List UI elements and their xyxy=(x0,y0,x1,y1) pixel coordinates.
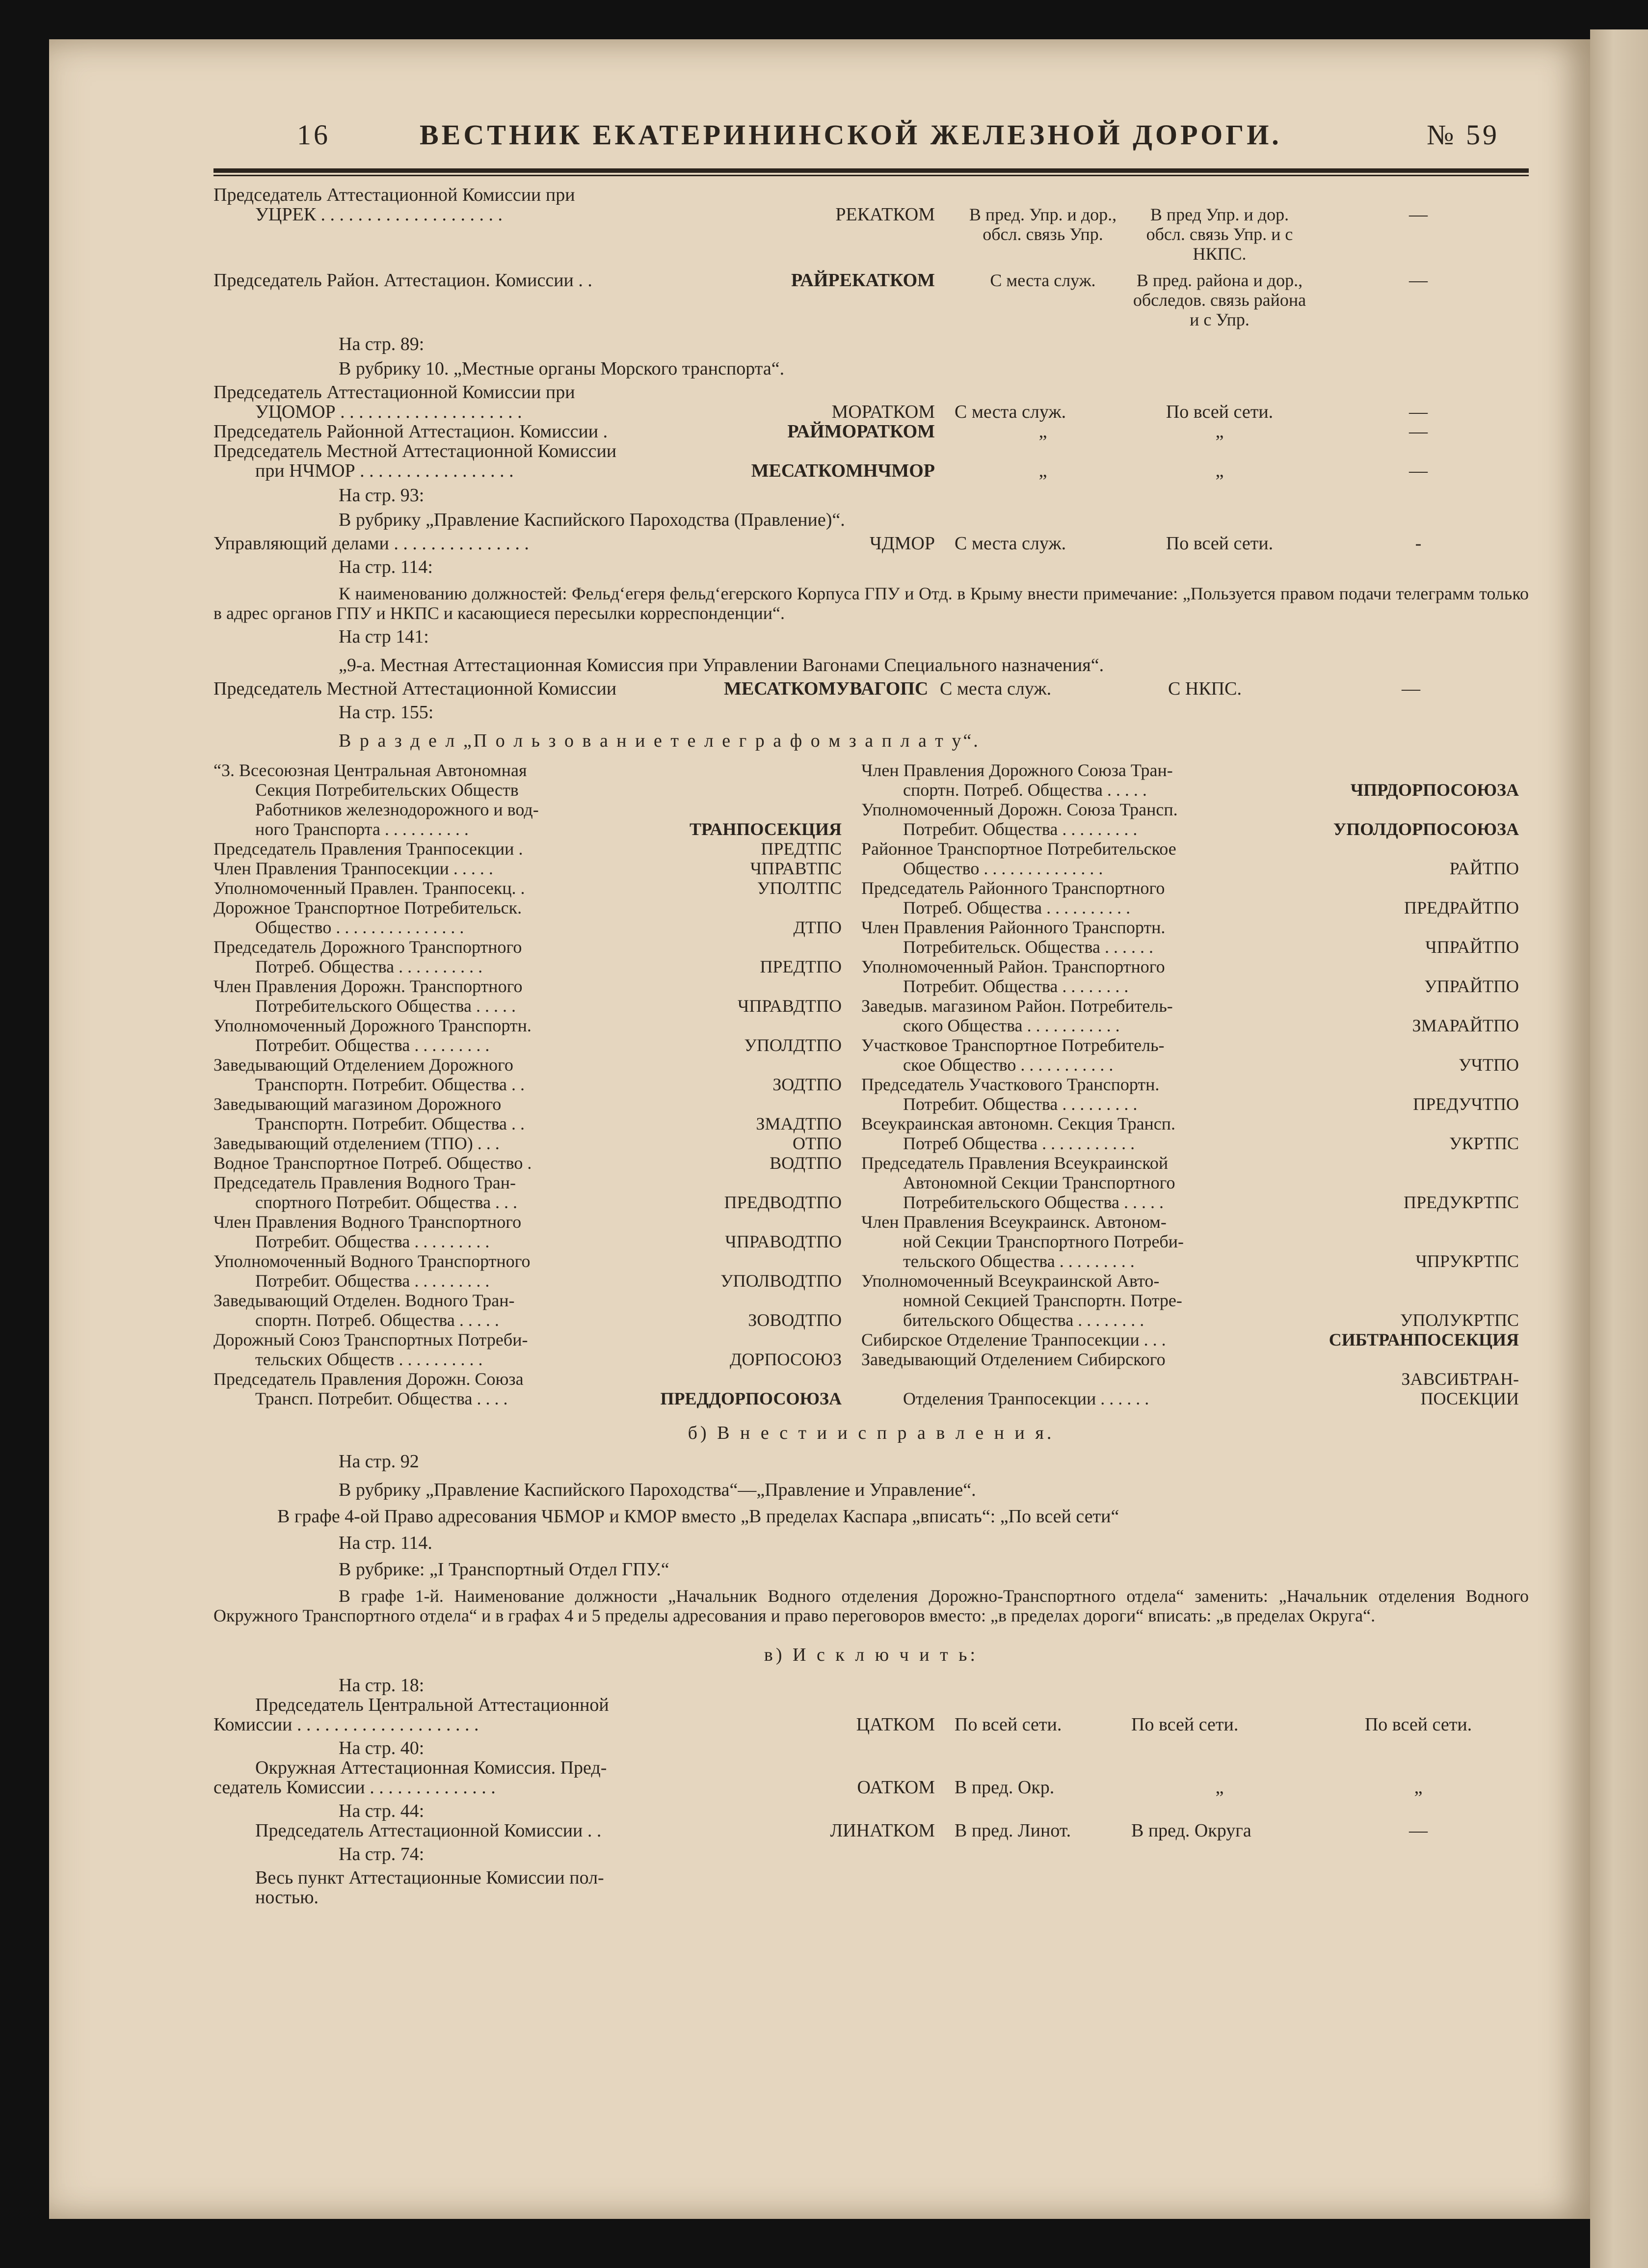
entry-line: Участковое Транспортное Потребитель- xyxy=(861,1035,1165,1055)
ref-114b: На стр. 114. xyxy=(339,1533,432,1553)
list-item xyxy=(861,1212,1519,1271)
row-col4: В пред. Округа xyxy=(1131,1820,1251,1841)
row-col3: С места служ. xyxy=(990,270,1096,290)
entry-abbr: УПРАЙТПО xyxy=(1424,976,1519,996)
entry-line: Потребительского Общества . . . . . xyxy=(903,1192,1164,1212)
row-col3: „ xyxy=(1038,460,1047,481)
entry-line: ного Транспорта . . . . . . . . . . xyxy=(255,819,469,839)
row-abbr: РАЙРЕКАТКОМ xyxy=(791,270,935,291)
top-table xyxy=(213,185,1529,329)
entry-line: Водное Транспортное Потреб. Общество . xyxy=(213,1153,532,1173)
list-item xyxy=(861,957,1519,996)
table-row xyxy=(213,441,1529,481)
entry-line: Председатель Правления Всеукраинской xyxy=(861,1153,1169,1173)
entry-abbr: ЧПРУКРТПС xyxy=(1415,1251,1519,1271)
table-row xyxy=(213,534,1529,553)
ref-44: На стр. 44: xyxy=(339,1801,425,1821)
entry-line: спортного Потребит. Общества . . . xyxy=(255,1192,518,1212)
row-col3: В пред. Окр. xyxy=(955,1777,1055,1798)
ref-89: На стр. 89: xyxy=(339,334,425,354)
ref-114: На стр. 114: xyxy=(339,557,433,577)
entry-line: Общество . . . . . . . . . . . . . . xyxy=(903,859,1103,878)
row-col4: В пред. района и дор., обследов. связь района и с Упр. xyxy=(1133,270,1306,329)
paragraph-114: К наименованию должностей: Фельд‘егеря фельд‘егерского Корпуса ГПУ и Отд. в Крыму внести примечание: „Пользуется правом подачи телеграмм только в адрес органов ГПУ и НКПС и касающиеся пересылки корреспонденции“. xyxy=(213,584,1529,623)
list-item xyxy=(213,839,842,859)
entry-line: Секция Потребительских Обществ xyxy=(255,780,519,800)
rubric-caspian: В рубрику „Правление Каспийского Пароходства (Правление)“. xyxy=(339,510,845,530)
entry-abbr: ПРЕДТПО xyxy=(760,957,842,976)
entry-line: Районное Транспортное Потребительское xyxy=(861,839,1176,859)
list-item xyxy=(861,1114,1519,1153)
row-label: Председатель Аттестационной Комиссии при xyxy=(213,382,575,403)
row-label-cont: УЦОМОР . . . . . . . . . . . . . . . . . . . . xyxy=(255,402,522,422)
entry-abbr: УПОЛДОРПОСОЮЗА xyxy=(1333,819,1519,839)
row-label: Председатель Районной Аттестацион. Комиссии . xyxy=(213,421,608,442)
row-label: Управляющий делами . . . . . . . . . . . . . . . xyxy=(213,533,529,554)
list-item xyxy=(213,1330,842,1369)
list-item xyxy=(213,1094,842,1134)
row-abbr: ОАТКОМ xyxy=(857,1777,935,1798)
row-abbr: ЛИНАТКОМ xyxy=(830,1820,935,1841)
row-col4: В пред Упр. и дор. обсл. связь Упр. и с НКПС. xyxy=(1146,205,1293,264)
journal-title: ВЕСТНИК ЕКАТЕРИНИНСКОЙ ЖЕЛЕЗНОЙ ДОРОГИ. xyxy=(420,119,1282,151)
list-item xyxy=(861,760,1519,800)
full-74: Весь пункт Аттестационные Комиссии пол- ностью. xyxy=(255,1867,604,1908)
row-col5: — xyxy=(1409,270,1428,291)
entry-line: Заведывающий отделением (ТПО) . . . xyxy=(213,1134,500,1153)
mor-table xyxy=(213,382,1529,481)
entry-abbr: ПРЕДРАЙТПО xyxy=(1404,898,1519,918)
entry-line: Уполномоченный Дорожного Транспортн. xyxy=(213,1016,532,1035)
row-col5: — xyxy=(1409,402,1428,422)
entry-abbr: УПОЛДТПО xyxy=(744,1035,842,1055)
exclude-table xyxy=(213,1675,1529,1840)
table-row xyxy=(213,382,1529,422)
ref-74: На стр. 74: xyxy=(339,1844,425,1864)
list-item xyxy=(213,1153,842,1173)
entry-line: Председатель Правления Транпосекции . xyxy=(213,839,523,859)
list-item xyxy=(213,976,842,1016)
entry-line: Председатель Районного Транспортного xyxy=(861,878,1165,898)
list-item xyxy=(213,760,842,839)
entry-line: номной Секцией Транспортн. Потре- xyxy=(903,1291,1182,1310)
row-label: Председатель Центральной Аттестационной xyxy=(255,1695,609,1715)
row-col4: С НКПС. xyxy=(1168,678,1242,699)
entry-line: Уполномоченный Дорожн. Союза Трансп. xyxy=(861,800,1178,819)
list-item xyxy=(213,878,842,898)
entry-line: Председатель Правления Дорожн. Союза xyxy=(213,1369,524,1389)
entry-line: Член Правления Дорожного Союза Тран- xyxy=(861,760,1173,780)
entry-abbr: ПРЕДДОРПОСОЮЗА xyxy=(660,1389,842,1408)
header-rule xyxy=(213,168,1529,176)
entry-abbr: ТРАНПОСЕКЦИЯ xyxy=(690,819,842,839)
row-col5: „ xyxy=(1414,1777,1423,1798)
list-item xyxy=(861,1075,1519,1114)
entry-line: Автономной Секции Транспортного xyxy=(903,1173,1175,1192)
entry-line: “3. Всесоюзная Центральная Автономная xyxy=(213,760,527,780)
list-item xyxy=(213,898,842,937)
rubric-92: В рубрику „Правление Каспийского Пароходства“—„Правление и Управление“. xyxy=(339,1480,976,1500)
ref-92: На стр. 92 xyxy=(339,1451,419,1472)
row-col4: По всей сети. xyxy=(1166,533,1274,554)
list-item xyxy=(213,1173,842,1212)
table-9a xyxy=(213,679,1529,699)
list-item xyxy=(861,878,1519,918)
entry-line: Председатель Участкового Транспортн. xyxy=(861,1075,1160,1094)
section-155: В р а з д е л „П о л ь з о в а н и е т е л е г р а ф о м з а п л а т у“. xyxy=(339,730,980,751)
list-item xyxy=(213,1212,842,1251)
row-label: Председатель Район. Аттестацион. Комиссии . . xyxy=(213,270,592,291)
page-number: 16 xyxy=(297,119,330,151)
list-item xyxy=(861,1153,1519,1212)
table-row xyxy=(213,185,1529,264)
graf-4: В графе 4-ой Право адресования ЧБМОР и КМОР вместо „В пределах Каспара „вписать“: „По всей сети“ xyxy=(277,1506,1119,1527)
table-row xyxy=(213,679,1529,699)
entry-line: Член Правления Районного Транспортн. xyxy=(861,918,1166,937)
list-item xyxy=(861,1350,1519,1408)
graf-1: В графе 1-й. Наименование должности „Начальник Водного отделения Дорожно-Транспортного отдела“ заменить: „Начальник отделения Водного Окружного Транспортного отдела“ и в графах 4 и 5 пределы адресования и право переговоров вместо: „в пределах дороги“ вписать: „в пределах Округа“. xyxy=(213,1586,1529,1625)
rubric-9a: „9-а. Местная Аттестационная Комиссия при Управлении Вагонами Специального назначения“. xyxy=(339,655,1104,675)
entry-line: Уполномоченный Район. Транспортного xyxy=(861,957,1165,976)
section-v-heading: в) И с к л ю ч и т ь: xyxy=(764,1645,979,1665)
entry-abbr: ЧПРАВДТПО xyxy=(738,996,842,1016)
row-col3: С места служ. xyxy=(940,678,1052,699)
table-row xyxy=(213,422,1529,441)
entry-abbr: ЧПРАВОДТПО xyxy=(725,1232,842,1251)
row-col5: — xyxy=(1409,421,1428,442)
entry-abbr: ЧПРДОРПОСОЮЗА xyxy=(1350,780,1519,800)
ref-93: На стр. 93: xyxy=(339,485,425,506)
two-column-list xyxy=(213,760,1529,1477)
entry-line: Транспортн. Потребит. Общества . . xyxy=(255,1114,525,1134)
entry-line: Член Правления Транпосекции . . . . . xyxy=(213,859,493,878)
entry-line: Транспортн. Потребит. Общества . . xyxy=(255,1075,525,1094)
table-row xyxy=(213,1695,1529,1734)
entry-line: Потребит. Общества . . . . . . . . . xyxy=(903,819,1138,839)
row-label-cont: при НЧМОР . . . . . . . . . . . . . . . . . xyxy=(255,460,514,481)
row-abbr: ЧДМОР xyxy=(870,533,935,554)
entry-line: Сибирское Отделение Транпосекции . . . xyxy=(861,1330,1166,1350)
row-abbr: ЦАТКОМ xyxy=(856,1714,935,1735)
entry-abbr: ЗМАДТПО xyxy=(756,1114,842,1134)
entry-line: бительского Общества . . . . . . . . xyxy=(903,1310,1144,1330)
entry-line: Заведывающий магазином Дорожного xyxy=(213,1094,502,1114)
list-item xyxy=(861,800,1519,839)
row-col5: - xyxy=(1415,533,1422,554)
row-col4: По всей сети. xyxy=(1166,402,1274,422)
entry-line: Потреб. Общества . . . . . . . . . . xyxy=(255,957,483,976)
list-item xyxy=(861,1035,1519,1075)
row-col5: — xyxy=(1402,678,1420,699)
row-abbr: МЕСАТКОМНЧМОР xyxy=(751,460,935,481)
entry-line: ское Общество . . . . . . . . . . . xyxy=(903,1055,1114,1075)
row-col5: По всей сети. xyxy=(1364,1714,1472,1735)
entry-line: Всеукраинская автономн. Секция Трансп. xyxy=(861,1114,1176,1134)
entry-line: Заведывающий Отделением Сибирского xyxy=(861,1350,1166,1369)
entry-line: Председатель Дорожного Транспортного xyxy=(213,937,522,957)
caspian-table xyxy=(213,534,1529,553)
list-item xyxy=(213,937,842,976)
table-row xyxy=(213,1758,1529,1797)
entry-abbr: УПОЛТПС xyxy=(757,878,842,898)
table-row xyxy=(213,1821,1529,1840)
row-label-cont: седатель Комиссии . . . . . . . . . . . . . . xyxy=(213,1777,496,1798)
entry-line: Дорожное Транспортное Потребительск. xyxy=(213,898,522,918)
row-col5: — xyxy=(1409,204,1428,225)
entry-abbr: УЧТПО xyxy=(1459,1055,1519,1075)
row-col4: „ xyxy=(1215,1777,1224,1798)
entry-line: Член Правления Водного Транспортного xyxy=(213,1212,522,1232)
row-col4: „ xyxy=(1215,460,1224,481)
row-abbr: РЕКАТКОМ xyxy=(835,204,935,225)
table-row xyxy=(213,270,1529,329)
row-label-cont: УЦРЕК . . . . . . . . . . . . . . . . . . . . xyxy=(255,204,503,225)
entry-line: ной Секции Транспортного Потреби- xyxy=(903,1232,1184,1251)
row-col3: В пред. Упр. и дор., обсл. связь Упр. xyxy=(969,205,1117,244)
ref-155: На стр. 155: xyxy=(339,702,434,723)
list-item xyxy=(861,918,1519,957)
entry-line: Заведывающий Отделением Дорожного xyxy=(213,1055,513,1075)
entry-line: Потребит. Общества . . . . . . . . . xyxy=(903,1094,1138,1114)
list-item xyxy=(861,996,1519,1035)
issue-number: № 59 xyxy=(1427,119,1499,151)
left-column xyxy=(213,760,842,1408)
entry-line: Потребительск. Общества . . . . . . xyxy=(903,937,1153,957)
entry-line: Потребительского Общества . . . . . xyxy=(255,996,516,1016)
entry-line: спортн. Потреб. Общества . . . . . xyxy=(903,780,1147,800)
ref-40: На стр. 40: xyxy=(339,1738,425,1758)
entry-abbr: ДОРПОСОЮЗ xyxy=(729,1350,842,1369)
entry-abbr: ДТПО xyxy=(793,918,842,937)
list-item xyxy=(213,1251,842,1291)
entry-line: Член Правления Дорожн. Транспортного xyxy=(213,976,523,996)
entry-line: Уполномоченный Правлен. Транпосекц. . xyxy=(213,878,525,898)
row-label: Председатель Местной Аттестационной Комиссии xyxy=(213,441,617,461)
list-item xyxy=(213,1369,842,1408)
page-content xyxy=(213,120,1529,1907)
entry-abbr: УПОЛВОДТПО xyxy=(720,1271,842,1291)
entry-line: Отделения Транпосекции . . . . . . xyxy=(903,1389,1149,1408)
rubric-114: В рубрике: „I Транспортный Отдел ГПУ.“ xyxy=(339,1559,669,1580)
entry-line: Член Правления Всеукраинск. Автоном- xyxy=(861,1212,1167,1232)
entry-line: Потребит. Общества . . . . . . . . . xyxy=(255,1271,490,1291)
list-item xyxy=(213,1291,842,1330)
entry-abbr: ЧПРАВТПС xyxy=(750,859,842,878)
row-abbr: МОРАТКОМ xyxy=(831,402,935,422)
row-col4: По всей сети. xyxy=(1131,1714,1239,1735)
entry-abbr: ПРЕДВОДТПО xyxy=(724,1192,842,1212)
entry-abbr: ПРЕДУКРТПС xyxy=(1404,1192,1519,1212)
entry-line: тельских Обществ . . . . . . . . . . xyxy=(255,1350,483,1369)
entry-line: Потреб Общества . . . . . . . . . . . xyxy=(903,1134,1135,1153)
row-label: Председатель Местной Аттестационной Комиссии xyxy=(213,678,617,699)
section-b-heading: б) В н е с т и и с п р а в л е н и я. xyxy=(688,1423,1055,1443)
row-label-cont: Комиссии . . . . . . . . . . . . . . . . . . . . xyxy=(213,1714,479,1735)
entry-abbr: СИБТРАНПОСЕКЦИЯ xyxy=(1329,1330,1519,1350)
page-header xyxy=(213,120,1529,164)
row-abbr: МЕСАТКОМУВАГОПС xyxy=(724,678,929,699)
row-label: Председатель Аттестационной Комиссии при xyxy=(213,185,575,205)
row-col4: „ xyxy=(1215,421,1224,442)
entry-abbr: ЗАВСИБТРАН- ПОСЕКЦИИ xyxy=(1401,1369,1519,1408)
entry-abbr: ВОДТПО xyxy=(770,1153,842,1173)
entry-line: Потребит. Общества . . . . . . . . . xyxy=(255,1035,490,1055)
list-item xyxy=(213,1055,842,1094)
entry-line: Трансп. Потребит. Общества . . . . xyxy=(255,1389,508,1408)
entry-line: тельского Общества . . . . . . . . . xyxy=(903,1251,1135,1271)
entry-line: Потребит. Общества . . . . . . . . xyxy=(903,976,1129,996)
entry-line: Уполномоченный Всеукраинской Авто- xyxy=(861,1271,1160,1291)
entry-abbr: ПРЕДТПС xyxy=(761,839,842,859)
entry-abbr: УКРТПС xyxy=(1449,1134,1519,1153)
entry-line: Потребит. Общества . . . . . . . . . xyxy=(255,1232,490,1251)
page-edge xyxy=(1590,29,1648,2268)
entry-line: спортн. Потреб. Общества . . . . . xyxy=(255,1310,499,1330)
entry-line: Председатель Правления Водного Тран- xyxy=(213,1173,516,1192)
entry-abbr: РАЙТПО xyxy=(1449,859,1519,878)
entry-line: Дорожный Союз Транспортных Потреби- xyxy=(213,1330,528,1350)
rubric-10: В рубрику 10. „Местные органы Морского транспорта“. xyxy=(339,358,785,379)
row-col5: — xyxy=(1409,1820,1428,1841)
row-col3: С места служ. xyxy=(955,533,1066,554)
entry-abbr: ОТПО xyxy=(793,1134,842,1153)
row-col3: В пред. Линот. xyxy=(955,1820,1071,1841)
row-col3: С места служ. xyxy=(955,402,1066,422)
row-label: Окружная Аттестационная Комиссия. Пред- xyxy=(255,1757,607,1778)
list-item xyxy=(213,859,842,878)
list-item xyxy=(861,839,1519,878)
ref-18: На стр. 18: xyxy=(339,1675,425,1696)
row-abbr: РАЙМОРАТКОМ xyxy=(787,421,935,442)
ref-141: На стр 141: xyxy=(339,626,429,647)
entry-line: Уполномоченный Водного Транспортного xyxy=(213,1251,531,1271)
list-item xyxy=(213,1016,842,1055)
list-item xyxy=(861,1330,1519,1350)
entry-abbr: ЗМАРАЙТПО xyxy=(1412,1016,1519,1035)
row-col3: „ xyxy=(1038,421,1047,442)
entry-line: ского Общества . . . . . . . . . . . xyxy=(903,1016,1120,1035)
entry-line: Общество . . . . . . . . . . . . . . . xyxy=(255,918,464,937)
journal-page xyxy=(49,39,1590,2219)
list-item xyxy=(213,1134,842,1153)
entry-line: Заведывающий Отделен. Водного Тран- xyxy=(213,1291,515,1310)
list-item xyxy=(861,1271,1519,1330)
entry-abbr: ПРЕДУЧТПО xyxy=(1413,1094,1519,1114)
right-column xyxy=(861,760,1519,1408)
row-col5: — xyxy=(1409,460,1428,481)
entry-abbr: ЗОДТПО xyxy=(772,1075,842,1094)
entry-abbr: ЧПРАЙТПО xyxy=(1425,937,1519,957)
entry-line: Потреб. Общества . . . . . . . . . . xyxy=(903,898,1131,918)
entry-line: Заведыв. магазином Район. Потребитель- xyxy=(861,996,1173,1016)
entry-abbr: УПОЛУКРТПС xyxy=(1400,1310,1519,1330)
entry-line: Работников железнодорожного и вод- xyxy=(255,800,539,819)
row-label: Председатель Аттестационной Комиссии . . xyxy=(255,1820,602,1841)
row-col3: По всей сети. xyxy=(955,1714,1062,1735)
entry-abbr: ЗОВОДТПО xyxy=(748,1310,842,1330)
